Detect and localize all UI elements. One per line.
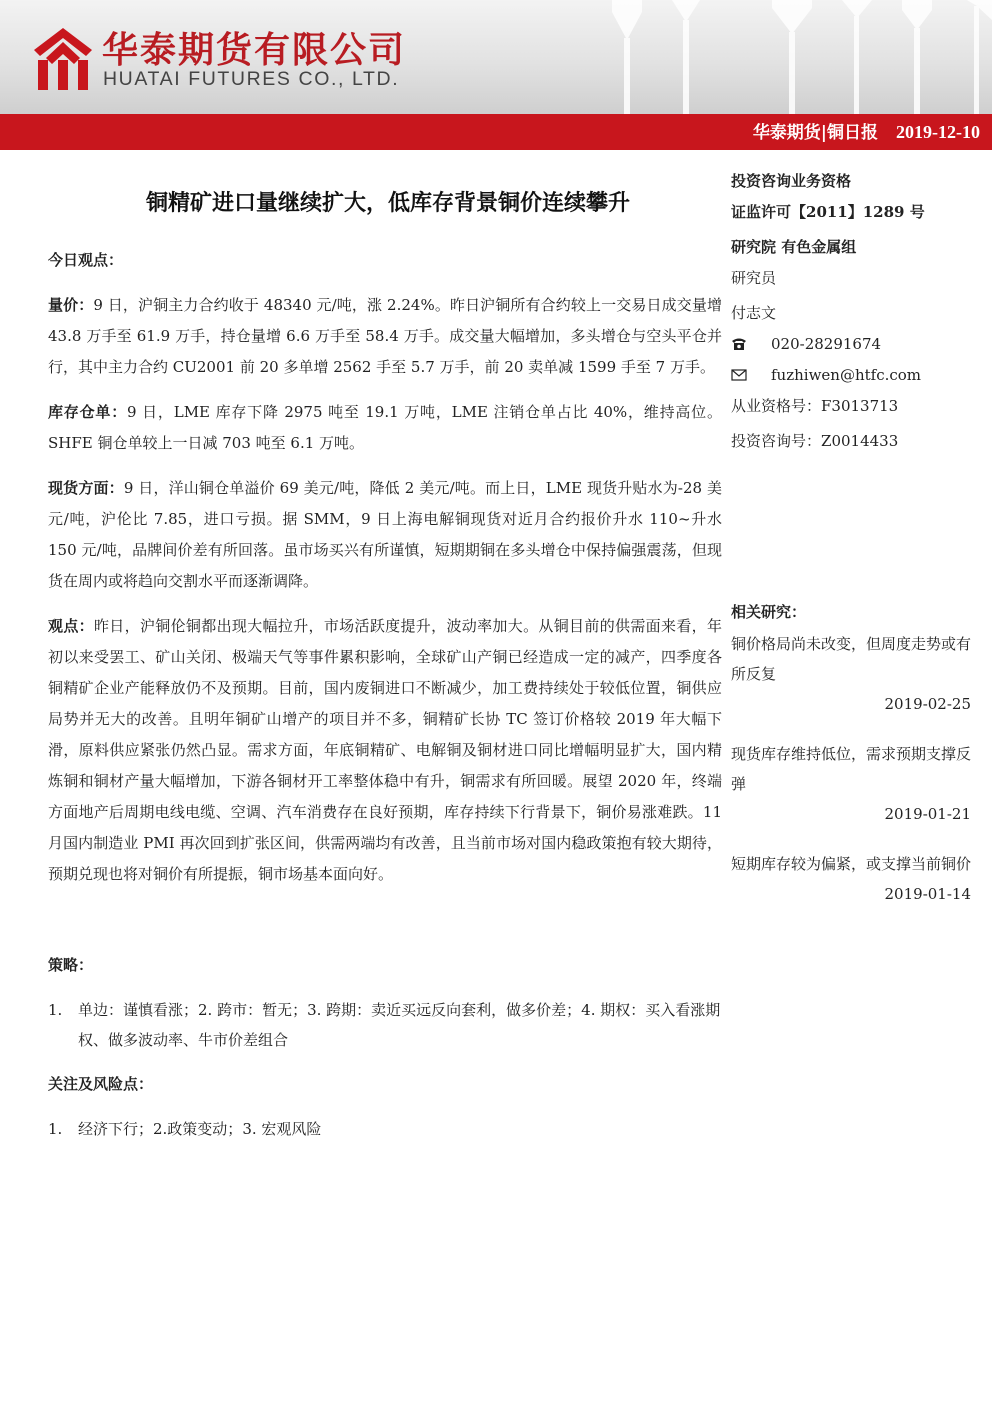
related-item-title[interactable]: 现货库存维持低位，需求预期支撑反弹 [731,745,972,793]
related-item-date: 2019-01-21 [884,805,971,823]
paragraph-label: 库存仓单： [48,403,128,421]
report-band-text [753,114,980,150]
risk-item [48,1114,722,1144]
list-text: 单边：谨慎看涨；2. 跨市：暂无；3. 跨期：卖近买远反向套利，做多价差；4. 期权：买入看涨期权、做多波动率、牛市价差组合 [78,1001,721,1049]
department: 研究院 有色金属组 [731,238,857,256]
analyst-name: 付志文 [731,304,777,322]
section-heading-strategy: 策略： [48,956,94,974]
header-band [0,0,992,114]
paragraph-text: 9 日，沪铜主力合约收于 48340 元/吨，涨 2.24%。昨日沪铜所有合约较上一交易日成交量增 43.8 万手至 61.9 万手，持仓量增 6.6 万手至 58.4 万手。成交量大幅增加，多头增仓与空头平仓并行，其中主力合约 CU2001 前 20 多单增 2562 手至 5.7 万手，前 20 卖单减 1599 手至 7 万手。 [48,296,722,376]
paragraph-text: 9 日，洋山铜仓单溢价 69 美元/吨，降低 2 美元/吨。而上日，LME 现货升贴水为-28 美元/吨，沪伦比 7.85，进口亏损。据 SMM，9 日上海电解铜现货对近月合约报价升水 110~升水 150 元/吨，品牌间价差有所回落。虽市场买兴有所谨慎，短期期铜在多头增仓中保持偏强震荡，但现货在周内或将趋向交割水平而逐渐调降。 [48,479,722,590]
section-heading-today: 今日观点： [48,251,124,269]
paragraph-text: 昨日，沪铜伦铜都出现大幅拉升，市场活跃度提升，波动率加大。从铜目前的供需面来看，年初以来受罢工、矿山关闭、极端天气等事件累积影响，全球矿山产铜已经造成一定的减产，四季度各铜精矿企业产能释放仍不及预期。目前，国内废铜进口不断减少，加工费持续处于较低位置，铜供应局势并无大的改善。且明年铜矿山增产的项目并不多，铜精矿长协 TC 签订价格较 2019 年大幅下滑，原料供应紧张仍然凸显。需求方面，年底铜精矿、电解铜及铜材进口同比增幅明显扩大，国内精炼铜和铜材产量大幅增加，下游各铜材开工率整体稳中有升，铜需求有所回暖。展望 2020 年，终端方面地产后周期电线电缆、空调、汽车消费存在良好预期，库存持续下行背景下，铜价易涨难跌。11 月国内制造业 PMI 再次回到扩张区间，供需两端均有改善，且当前市场对国内稳政策抱有较大期待，预期兑现也将对铜价有所提振，铜市场基本面向好。 [48,617,722,883]
paragraph-label: 观点： [48,617,94,635]
report-band [0,114,992,150]
email-row [731,360,981,391]
consult-row: 投资咨询号：Z0014433 [731,432,899,450]
related-item-title[interactable]: 铜价格局尚未改变，但周度走势或有所反复 [731,635,972,683]
paragraph-label: 量价： [48,296,94,314]
paragraph-label: 现货方面： [48,479,124,497]
company-name-cn: 华泰期货有限公司 [102,30,407,71]
list-text: 经济下行；2.政策变动；3. 宏观风险 [78,1120,322,1138]
email-address[interactable]: fuzhiwen@htfc.com [771,366,922,384]
consult-number: Z0014433 [821,432,899,450]
analyst-role: 研究员 [731,269,777,287]
paragraph-spot [48,473,722,597]
phone-row [731,329,981,360]
company-logo-icon [34,28,92,90]
sidebar [731,166,981,929]
decorative-tree-graphic [572,0,992,114]
paragraph-volume-price [48,290,722,383]
phone-icon [731,337,747,351]
phone-number: 020-28291674 [771,335,882,353]
main-content [48,186,722,1162]
paragraph-text: 9 日，LME 库存下降 2975 吨至 19.1 万吨，LME 注销仓单占比 40%，维持高位。SHFE 铜仓单较上一日减 703 吨至 6.1 万吨。 [48,403,722,452]
qualification-line-2: 证监许可【2011】1289 号 [731,203,925,221]
report-date: 2019-12-10 [896,122,980,142]
paragraph-view [48,611,722,890]
related-item-date: 2019-02-25 [884,695,971,713]
report-title: 铜精矿进口量继续扩大，低库存背景铜价连续攀升 [145,190,630,216]
list-number: 1. [48,1120,63,1138]
list-number: 1. [48,1001,63,1019]
company-name-en: HUATAI FUTURES CO., LTD. [103,68,400,90]
license-row: 从业资格号：F3013713 [731,397,899,415]
qualification-line-1: 投资咨询业务资格 [731,172,852,190]
license-number: F3013713 [821,397,899,415]
section-heading-risk: 关注及风险点： [48,1075,154,1093]
related-item-date: 2019-01-14 [884,885,971,903]
report-type-label: 华泰期货|铜日报 [752,123,878,143]
related-research-heading: 相关研究： [731,603,807,621]
envelope-icon [731,368,747,382]
paragraph-inventory [48,397,722,459]
strategy-item [48,995,722,1055]
related-item-title[interactable]: 短期库存较为偏紧，或支撑当前铜价 [731,855,972,873]
